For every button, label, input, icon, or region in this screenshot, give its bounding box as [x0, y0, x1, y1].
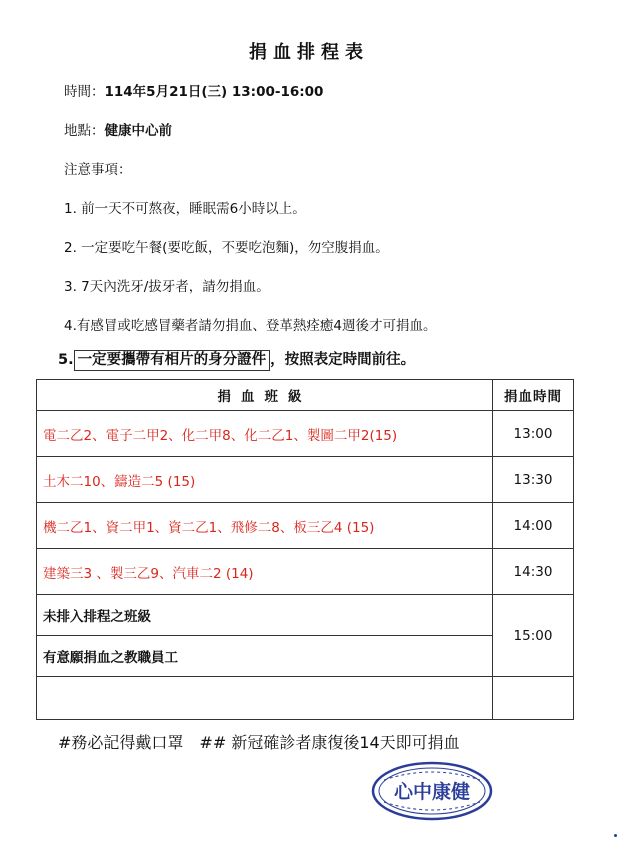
- health-center-stamp: [370, 760, 494, 826]
- place-value: 健康中心前: [104, 123, 172, 139]
- place-line: [64, 119, 172, 139]
- table-row: [37, 503, 574, 549]
- row-classes: 土木二10、鑄造二5 (15): [37, 457, 493, 503]
- note-item: 3. 7天內洗牙/拔牙者，請勿捐血。: [64, 279, 270, 295]
- notes-heading: 注意事項：: [64, 162, 132, 178]
- table-row: [37, 457, 574, 503]
- table-row: [37, 595, 574, 636]
- empty-cell: [493, 677, 574, 720]
- schedule-table: [36, 379, 574, 720]
- stamp-text: 心中康健: [393, 781, 471, 803]
- stamp-seal: [370, 760, 494, 822]
- row-classes: 未排入排程之班級: [37, 595, 493, 636]
- row-classes: 機二乙1、資二甲1、資二乙1、飛修二8、板三乙4 (15): [37, 503, 493, 549]
- footer-mask-reminder: #務必記得戴口罩: [58, 733, 184, 752]
- time-label: 時間：: [64, 84, 105, 100]
- note-item: 2. 一定要吃午餐(要吃飯，不要吃泡麵)，勿空腹捐血。: [64, 240, 389, 256]
- header-class: 捐血班級: [37, 380, 493, 411]
- page-title: 捐血排程表: [249, 42, 369, 63]
- row-classes: 有意願捐血之教職員工: [37, 636, 493, 677]
- note5-prefix: 5.: [58, 352, 74, 368]
- row-time: 13:00: [493, 411, 574, 457]
- note-item: 4.有感冒或吃感冒藥者請勿捐血、登革熱痊癒4週後才可捐血。: [64, 318, 437, 334]
- note-item-important: [58, 348, 415, 369]
- time-line: [64, 80, 323, 100]
- header-time: 捐血時間: [493, 380, 574, 411]
- table-row: [37, 411, 574, 457]
- decorative-dot: [614, 834, 617, 837]
- note-item: 1. 前一天不可熬夜，睡眠需6小時以上。: [64, 201, 306, 217]
- row-time: 14:30: [493, 549, 574, 595]
- row-time: 15:00: [493, 595, 574, 677]
- footer-covid-note: ## 新冠確診者康復後14天即可捐血: [199, 733, 460, 752]
- footer-note: [58, 730, 460, 753]
- time-value: 114年5月21日(三) 13:00-16:00: [104, 84, 324, 100]
- note5-suffix: ，按照表定時間前往。: [270, 352, 416, 368]
- place-label: 地點：: [64, 123, 105, 139]
- empty-cell: [37, 677, 493, 720]
- row-time: 14:00: [493, 503, 574, 549]
- row-classes: 電二乙2、電子二甲2、化二甲8、化二乙1、製圖二甲2(15): [37, 411, 493, 457]
- row-classes: 建築三3 、製三乙9、汽車二2 (14): [37, 549, 493, 595]
- table-row-empty: [37, 677, 574, 720]
- row-time: 13:30: [493, 457, 574, 503]
- note5-boxed-text: 一定要攜帶有相片的身分證件: [74, 350, 271, 371]
- table-row: [37, 549, 574, 595]
- table-header-row: [37, 380, 574, 411]
